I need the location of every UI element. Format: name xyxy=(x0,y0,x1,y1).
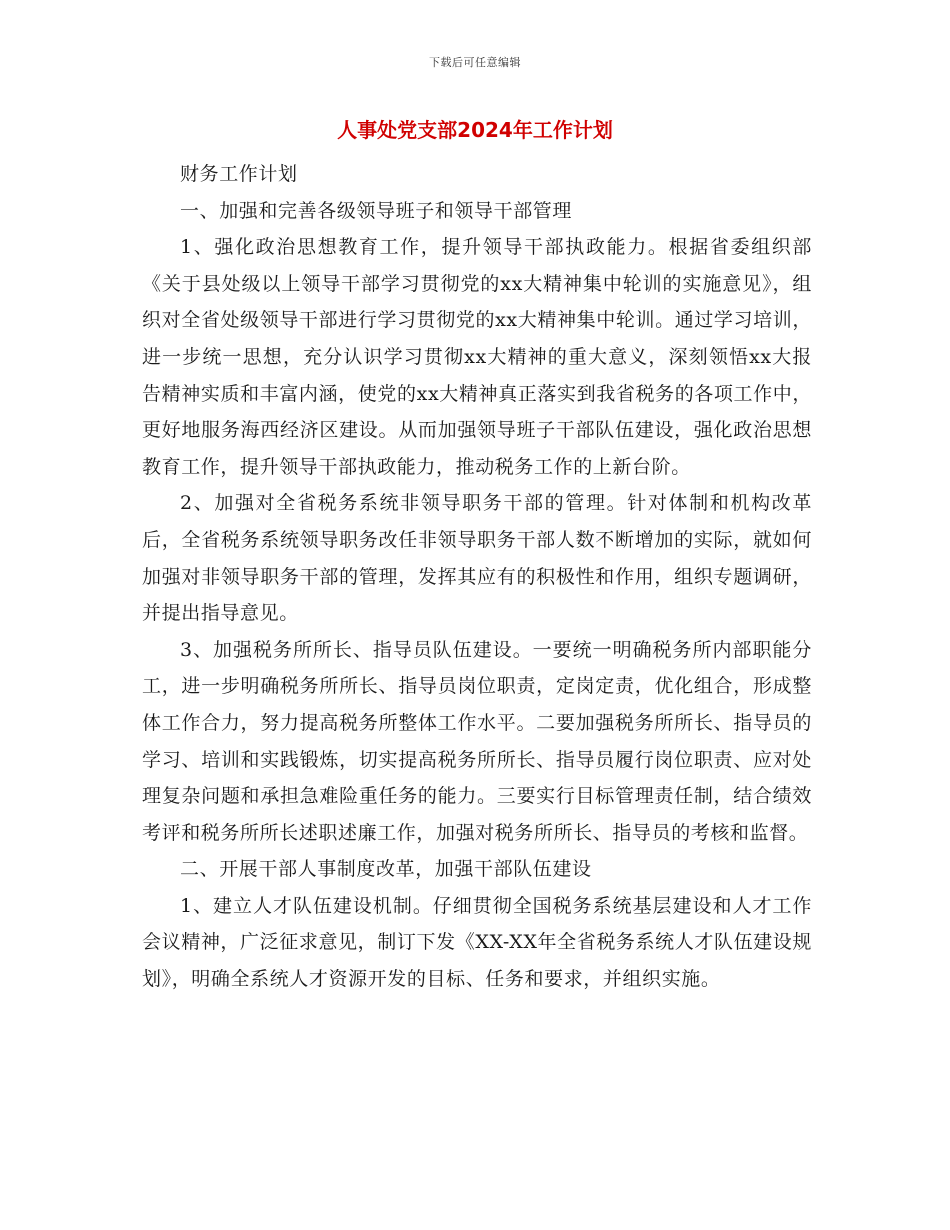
paragraph-item-1-1: 1、强化政治思想教育工作，提升领导干部执政能力。根据省委组织部《关于县处级以上领导干部学习贯彻党的xx大精神集中轮训的实施意见》，组织对全省处级领导干部进行学习贯彻党的xx大精神集中轮训。通过学习培训，进一步统一思想，充分认识学习贯彻xx大精神的重大意义，深刻领悟xx大报告精神实质和丰富内涵，使党的xx大精神真正落实到我省税务的各项工作中，更好地服务海西经济区建设。从而加强领导班子干部队伍建设，强化政治思想教育工作，提升领导干部执政能力，推动税务工作的上新台阶。 xyxy=(142,236,812,478)
paragraph-heading-1: 一、加强和完善各级领导班子和领导干部管理 xyxy=(180,199,573,222)
paragraph-item-1-2: 2、加强对全省税务系统非领导职务干部的管理。针对体制和机构改革后，全省税务系统领导职务改任非领导职务干部人数不断增加的实际，就如何加强对非领导职务干部的管理，发挥其应有的积极性和作用，组织专题调研，并提出指导意见。 xyxy=(142,492,812,625)
page-header-note: 下载后可任意编辑 xyxy=(429,56,521,69)
paragraph-section-label: 财务工作计划 xyxy=(180,163,298,185)
paragraph-heading-2: 二、开展干部人事制度改革，加强干部队伍建设 xyxy=(180,858,592,881)
document-title: 人事处党支部2024年工作计划 xyxy=(337,118,613,142)
paragraph-item-2-1: 1、建立人才队伍建设机制。仔细贯彻全国税务系统基层建设和人才工作会议精神，广泛征求意见，制订下发《XX-XX年全省税务系统人才队伍建设规划》，明确全系统人才资源开发的目标、任务和要求，并组织实施。 xyxy=(142,894,812,991)
document-body xyxy=(142,156,812,998)
paragraph-item-1-3: 3、加强税务所所长、指导员队伍建设。一要统一明确税务所内部职能分工，进一步明确税务所所长、指导员岗位职责，定岗定责，优化组合，形成整体工作合力，努力提高税务所整体工作水平。二要加强税务所所长、指导员的学习、培训和实践锻炼，切实提高税务所所长、指导员履行岗位职责、应对处理复杂问题和承担急难险重任务的能力。三要实行目标管理责任制，结合绩效考评和税务所所长述职述廉工作，加强对税务所所长、指导员的考核和监督。 xyxy=(142,638,812,844)
